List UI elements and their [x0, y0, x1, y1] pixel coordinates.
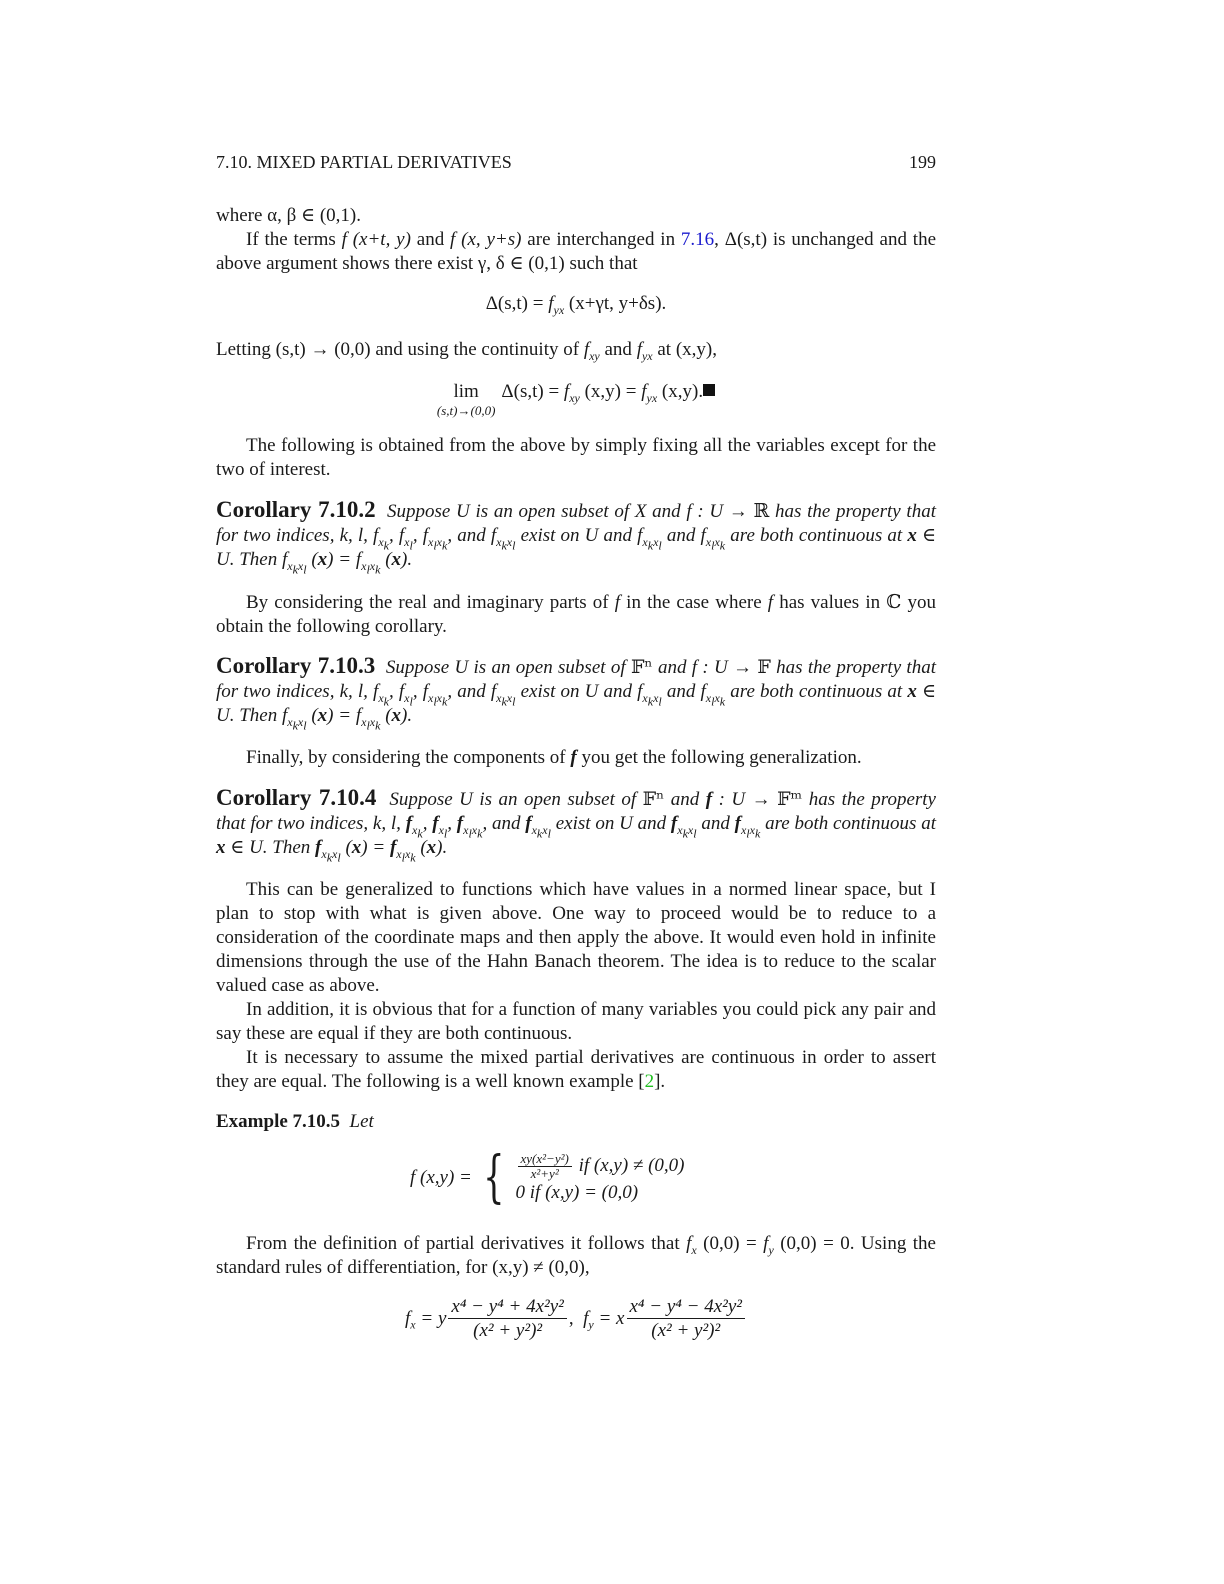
interchange-paragraph: If the terms f (x+t, y) and f (x, y+s) are interchanged in 7.16, Δ(s,t) is unchanged and the above argument shows there exist γ, δ ∈ (0,1) such that	[216, 229, 936, 274]
real-imag-paragraph: By considering the real and imaginary parts of f in the case where f has values in ℂ you obtain the following corollary.	[216, 591, 937, 637]
definition-paragraph: From the definition of partial derivatives it follows that $f_x$ $(0,0) = f_y$ (0,0) = 0. Using the standard rules of differentiation, for (x,y) ≠ (0,0),	[216, 1233, 936, 1278]
corollary-label: Corollary 7.10.2	[216, 497, 376, 522]
corollary-7-10-2: Corollary 7.10.2 Suppose U is an open subset of X and f : U → ℝ has the property that for two indices, k, l, $f_{x_k}$, $f_{x_l}$, $f_{x_lx_k}$, and $f_{x_kx_l}$ exist on U and $f_{x_kx_l}$ and $f_{x_lx_k}$ are both continuous at x ∈ U. Then $f_{x_kx_l}$ $(x) = f_{x_lx_k}$ (x).	[216, 497, 937, 577]
finally-paragraph: Finally, by considering the components of f you get the following generalization.	[246, 747, 862, 768]
equation-limit: lim (s,t)→(0,0) $\Delta(s,t) = f_{xy}$ $(x,y) = f_{yx}$ (x,y).	[216, 380, 936, 418]
where-line: where α, β ∈ (0,1).	[216, 205, 362, 226]
qed-square	[703, 384, 715, 396]
piecewise-definition: f (x,y) = { $\frac{\text{xy(x²−y²)}}{\text{x²+y²}}$ if (x,y) ≠ (0,0) 0 if (x,y) = (0,0)	[410, 1145, 685, 1210]
running-header	[216, 150, 936, 174]
corollary-7-10-3: Corollary 7.10.3 Suppose U is an open subset of 𝔽ⁿ and f : U → 𝔽 has the property that for two indices, k, l, $f_{x_k}$, $f_{x_l}$, $f_{x_lx_k}$, and $f_{x_kx_l}$ exist on U and $f_{x_kx_l}$ and $f_{x_lx_k}$ are both continuous at x ∈ U. Then $f_{x_kx_l}$ $(x) = f_{x_lx_k}$ (x).	[216, 653, 937, 733]
page-number: 199	[909, 152, 936, 172]
ref-link-7-16[interactable]: 7.16	[680, 229, 715, 250]
generalization-paragraphs: This can be generalized to functions which have values in a normed linear space, but I plan to stop with what is given above. One way to proceed would be to reduce to a consideration of the coordinate maps and then apply the above. It would even hold in infinite dimensions through the use of the Hahn Banach theorem. The idea is to reduce to the scalar valued case as above. In addition, it is obvious that for a function of many variables you could pick any pair and say these are equal if they are both continuous. It is necessary to assume the mixed partial derivatives are continuous in order to assert they are equal. The following is a well known example [2].	[216, 879, 936, 1092]
example-7-10-5: Example 7.10.5 Let	[216, 1111, 374, 1132]
following-paragraph: The following is obtained from the above by simply fixing all the variables except for the two of interest.	[216, 435, 936, 480]
section-title: 7.10. MIXED PARTIAL DERIVATIVES	[216, 152, 512, 172]
example-label: Example 7.10.5	[216, 1111, 341, 1132]
corollary-label: Corollary 7.10.3	[216, 653, 376, 678]
partial-derivative-formulas: $f_x = y$ $\frac{\text{x⁴ − y⁴ + 4x²y²}}{\text{(x² + y²)²}}$ , $f_y = x$ $\frac{\text{x⁴ − y⁴ − 4x²y²}}{\text{(x² + y²)²}}$	[216, 1296, 936, 1343]
corollary-label: Corollary 7.10.4	[216, 785, 377, 810]
equation-delta: $\Delta(s,t) = f_{yx}$ (x+γt, y+δs).	[485, 293, 667, 317]
letting-paragraph: Letting (s,t) → (0,0) and using the continuity of $f_{xy}$ and $f_{yx}$ at (x,y),	[216, 339, 717, 363]
left-brace: {	[483, 1145, 505, 1210]
citation-link[interactable]: 2	[644, 1071, 655, 1092]
corollary-7-10-4: Corollary 7.10.4 Suppose U is an open subset of 𝔽ⁿ and f : U → 𝔽ᵐ has the property that for two indices, k, l, $f_{x_k}$, $f_{x_l}$, $f_{x_lx_k}$, and $f_{x_kx_l}$ exist on U and $f_{x_kx_l}$ and $f_{x_lx_k}$ are both continuous at x ∈ U. Then $f_{x_kx_l}$ $(x) = f_{x_lx_k}$ (x).	[216, 785, 937, 865]
